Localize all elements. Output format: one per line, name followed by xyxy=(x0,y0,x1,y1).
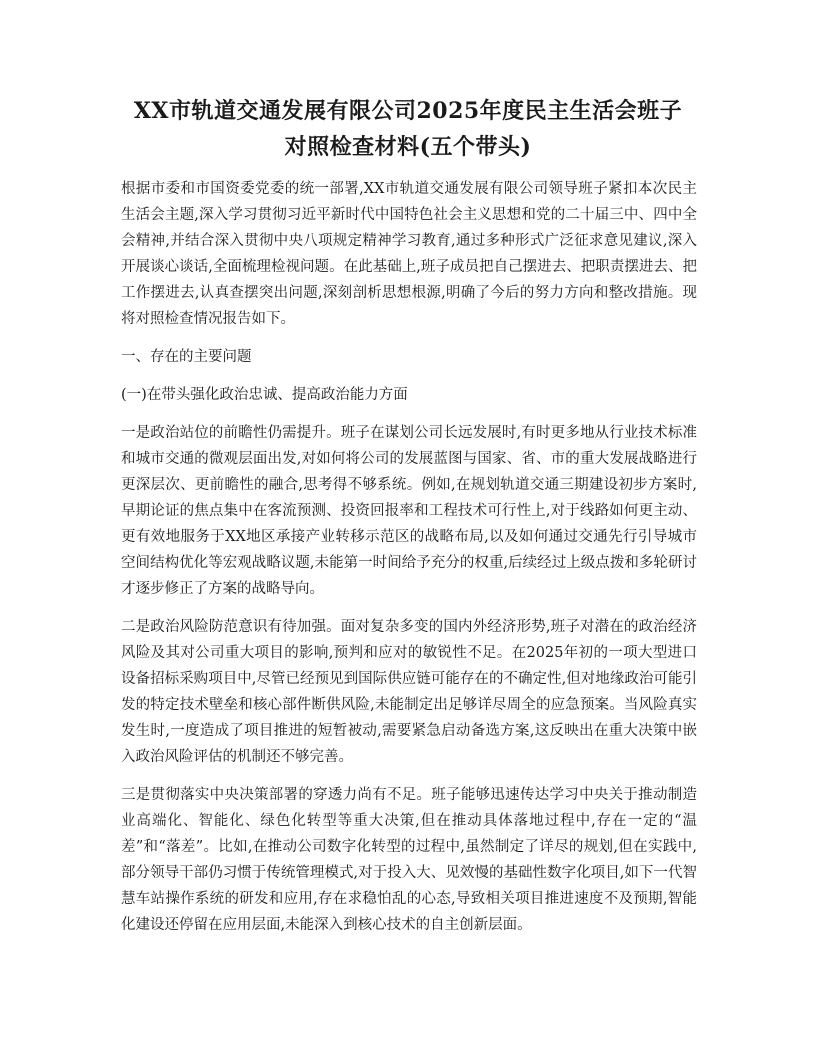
body-paragraph-2: 二是政治风险防范意识有待加强。面对复杂多变的国内外经济形势,班子对潜在的政治经济风险及其对公司重大项目的影响,预判和应对的敏锐性不足。在2025年初的一项大型进口设备招标采购项目中,尽管已经预见到国际供应链可能存在的不确定性,但对地缘政治可能引发的特定技术壁垒和核心部件断供风险,未能制定出足够详尽周全的应急预案。当风险真实发生时,一度造成了项目推进的短暂被动,需要紧急启动备选方案,这反映出在重大决策中嵌入政治风险评估的机制还不够完善。 xyxy=(121,619,697,765)
body-paragraph-1: 一是政治站位的前瞻性仍需提升。班子在谋划公司长远发展时,有时更多地从行业技术标准和城市交通的微观层面出发,对如何将公司的发展蓝图与国家、省、市的重大发展战略进行更深层次、更前瞻性的融合,思考得不够系统。例如,在规划轨道交通三期建设初步方案时,早期论证的焦点集中在客流预测、投资回报率和工程技术可行性上,对于线路如何更主动、更有效地服务于XX地区承接产业转移示范区的战略布局,以及如何通过交通先行引导城市空间结构优化等宏观战略议题,未能第一时间给予充分的权重,后续经过上级点拨和多轮研讨才逐步修正了方案的战略导向。 xyxy=(121,425,697,597)
intro-paragraph: 根据市委和市国资委党委的统一部署,XX市轨道交通发展有限公司领导班子紧扣本次民主生活会主题,深入学习贯彻习近平新时代中国特色社会主义思想和党的二十届三中、四中全会精神,并结合深入贯彻中央八项规定精神学习教育,通过多种形式广泛征求意见建议,深入开展谈心谈话,全面梳理检视问题。在此基础上,班子成员把自己摆进去、把职责摆进去、把工作摆进去,认真查摆突出问题,深刻剖析思想根源,明确了今后的努力方向和整改措施。现将对照检查情况报告如下。 xyxy=(121,181,697,327)
document-title-line-1: XX市轨道交通发展有限公司2025年度民主生活会班子 xyxy=(133,98,683,124)
subsection-heading: (一)在带头强化政治忠诚、提高政治能力方面 xyxy=(121,387,408,403)
document-title-line-2: 对照检查材料(五个带头) xyxy=(284,134,532,160)
body-paragraph-3: 三是贯彻落实中央决策部署的穿透力尚有不足。班子能够迅速传达学习中央关于推动制造业高端化、智能化、绿色化转型等重大决策,但在推动具体落地过程中,存在一定的“温差”和“落差”。比如,在推动公司数字化转型的过程中,虽然制定了详尽的规划,但在实践中,部分领导干部仍习惯于传统管理模式,对于投入大、见效慢的基础性数字化项目,如下一代智慧车站操作系统的研发和应用,存在求稳怕乱的心态,导致相关项目推进速度不及预期,智能化建设还停留在应用层面,未能深入到核心技术的自主创新层面。 xyxy=(121,787,697,933)
document-body xyxy=(121,176,697,950)
section-heading: 一、存在的主要问题 xyxy=(121,349,252,365)
